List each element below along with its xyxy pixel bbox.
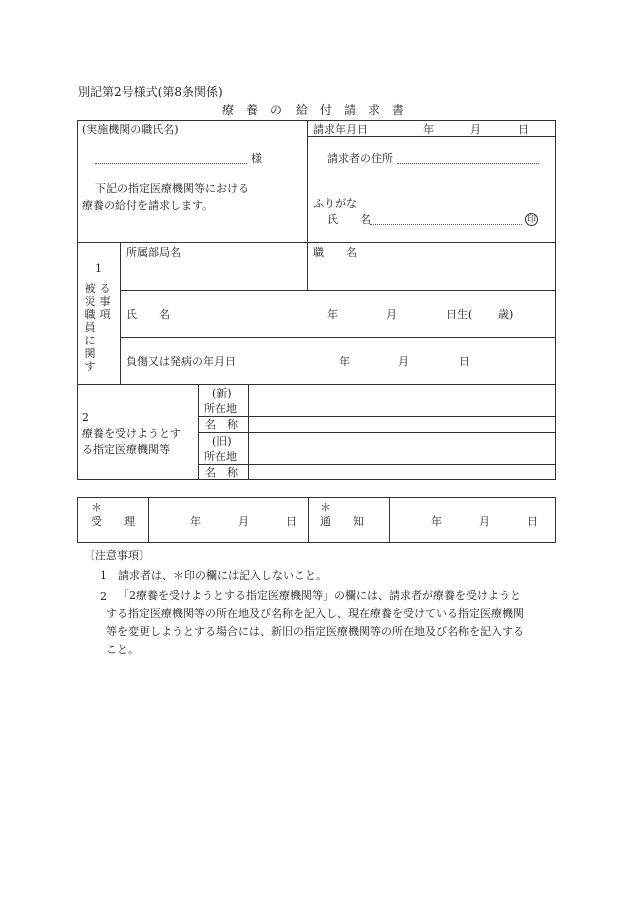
main-form-table	[77, 120, 556, 480]
addressee-label: (実施機関の職氏名)	[82, 123, 179, 136]
notes-heading: 〔注意事項〕	[84, 549, 150, 562]
request-month-label: 月	[470, 123, 481, 136]
notice-day-label: 日	[527, 515, 538, 528]
receipt-month-label: 月	[238, 515, 249, 528]
new-name-label: 名 称	[205, 418, 238, 431]
note-2-text	[106, 587, 548, 659]
section2-heading-line2: る指定医療機関等	[82, 443, 170, 456]
note-1-text: 請求者は、＊印の欄には記入しないこと。	[118, 569, 327, 582]
notice-asterisk: ＊	[320, 501, 331, 514]
note-1-number: 1	[100, 569, 107, 582]
birth-day-label: 日生(	[446, 308, 473, 321]
requester-address-label: 請求者の住所	[327, 152, 393, 165]
requester-name-line[interactable]	[370, 224, 522, 225]
receipt-label: 受 理	[91, 515, 135, 528]
title-char: 求	[368, 103, 381, 117]
receipt-asterisk: ＊	[91, 501, 102, 514]
notice-month-label: 月	[479, 515, 490, 528]
note-2-line: 等を変更しようとする場合には、新旧の指定医療機関等の所在地及び名称を記入する	[106, 625, 524, 638]
old-location-label: 所在地	[204, 450, 237, 463]
request-day-label: 日	[518, 123, 529, 136]
injury-date-label: 負傷又は発病の年月日	[126, 355, 236, 368]
note-2-number: 2	[100, 590, 107, 603]
receipt-day-label: 日	[286, 515, 297, 528]
age-label: 歳)	[498, 308, 514, 321]
injury-year-label: 年	[339, 355, 350, 368]
notice-year-label: 年	[431, 515, 442, 528]
birth-month-label: 月	[386, 308, 397, 321]
title-char: 請	[344, 103, 357, 117]
note-2-line: こと。	[106, 643, 139, 656]
notice-label: 通 知	[320, 515, 364, 528]
note-2-line: 「2療養を受けようとする指定医療機関等」の欄には、請求者が療養を受けようと	[118, 589, 521, 602]
receipt-year-label: 年	[190, 515, 201, 528]
section2-heading-line1: 療養を受けようとす	[82, 427, 181, 440]
injury-month-label: 月	[398, 355, 409, 368]
employee-name-label: 氏 名	[126, 308, 170, 321]
injury-day-label: 日	[459, 355, 470, 368]
request-text-line2: 療養の給付を請求します。	[82, 199, 214, 212]
title-char: 療	[222, 103, 235, 117]
form-id: 別記第2号様式(第8条関係)	[78, 85, 223, 99]
section1-heading-col1: 被災職員に関す	[84, 282, 96, 373]
department-label: 所属部局名	[126, 246, 181, 259]
furigana-label: ふりがな	[313, 197, 357, 210]
requester-name-label: 氏 名	[327, 213, 371, 226]
request-text-line1: 下記の指定医療機関等における	[95, 182, 249, 195]
request-date-label: 請求年月日	[313, 123, 368, 136]
position-label: 職 名	[313, 246, 357, 259]
new-location-label: 所在地	[204, 402, 237, 415]
title-char: 付	[320, 103, 333, 117]
new-label: (新)	[212, 387, 232, 400]
note-2-line: する指定医療機関等の所在地及び名称を記入し、現在療養を受けている指定医療機関	[106, 607, 524, 620]
title-char: の	[270, 103, 283, 117]
title-char: 養	[246, 103, 259, 117]
sama-label: 様	[251, 152, 262, 165]
addressee-line[interactable]	[95, 163, 247, 164]
section1-heading-col2: る事項	[99, 282, 111, 321]
seal-mark: 印	[526, 215, 536, 225]
old-label: (旧)	[212, 435, 232, 448]
birth-year-label: 年	[327, 308, 338, 321]
requester-address-line[interactable]	[397, 163, 539, 164]
title-char: 書	[392, 103, 405, 117]
old-name-label: 名 称	[205, 466, 238, 479]
section1-number: 1	[95, 262, 102, 275]
request-year-label: 年	[423, 123, 434, 136]
title-char: 給	[296, 103, 309, 117]
section2-number: 2	[82, 411, 89, 424]
